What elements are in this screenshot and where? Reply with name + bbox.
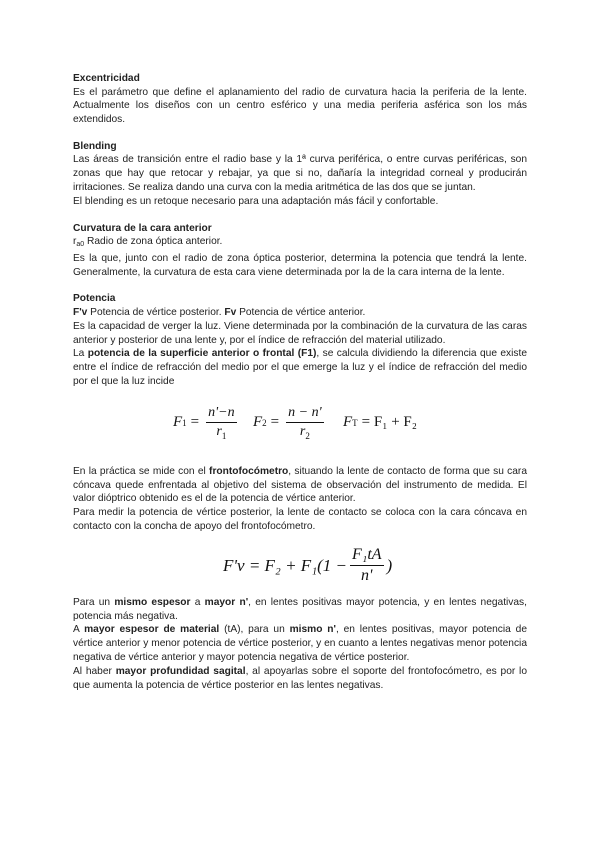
paragraph-blending-1: Las áreas de transición entre el radio base y la 1ª curva periférica, o entre curvas periféricas, son zonas que hay que retocar y rebajar, ya que si no, dañaría la integridad corneal y producirán irritaciones. Se realiza dando una curva con la media aritmética de las dos que se juntan. xyxy=(73,154,527,193)
fv-den: n' xyxy=(361,567,373,585)
fv-text: F'v = F₂ + F₁(1 − xyxy=(223,555,347,575)
fv-num: F₁tA xyxy=(350,546,384,566)
esp3-a: Al haber xyxy=(73,665,116,677)
formula-f1: F 1 = $\frac{n'-n}{r_1}$ xyxy=(173,404,235,441)
formula-ft xyxy=(343,393,421,453)
heading-blending: Blending xyxy=(73,140,117,152)
formula-row-1 xyxy=(73,393,527,455)
paragraph-practica-2: Para medir la potencia de vértice posterior, la lente de contacto se coloca con la cara cóncava en contacto con la concha de apoyo del frontofocómetro. xyxy=(73,507,527,532)
f2-sub: 2 xyxy=(262,417,267,428)
esp2-e: , en lentes positivas, mayor potencia de vértice anterior y menor potencia de vértice posterior, y en cuanto a lentes negativas menor potencia negativa de vértice anterior y mayor potencia negativa de vértice posterior. xyxy=(73,624,528,663)
f1-sub: 1 xyxy=(182,417,187,428)
ft-sub: T xyxy=(352,417,358,428)
paragraph-espesor-3 xyxy=(73,665,527,693)
esp3-b: mayor profundidad sagital xyxy=(115,665,246,677)
f1-fraction xyxy=(206,405,236,441)
esp2-b: mayor espesor de material xyxy=(84,624,220,636)
f1-den: r xyxy=(216,423,222,439)
ft-lhs: F xyxy=(343,414,353,431)
esp2-c: (tA), para un xyxy=(219,624,290,636)
paragraph-potencia-1: Es la capacidad de verger la luz. Viene determinada por la combinación de la curvatura de las caras anterior y posterior de una lente y, por el índice de refracción del material utilizado. xyxy=(73,320,527,346)
esp1-d: mayor n' xyxy=(204,596,249,608)
formula-row-2 xyxy=(73,540,527,592)
practica-pre: En la práctica se mide con el xyxy=(73,465,210,477)
label-fv-posterior: F'v xyxy=(73,306,88,318)
heading-curvatura: Curvatura de la cara anterior xyxy=(73,222,212,234)
potencia-2-post: , se calcula dividiendo la diferencia que existe entre el índice de refracción del medio por el que emerge la luz y el índice de refracción del medio por el que la luz incide xyxy=(73,348,527,387)
paragraph-espesor-2 xyxy=(73,623,527,664)
potencia-definitions xyxy=(73,306,527,320)
f2-num: n − n' xyxy=(286,405,323,423)
esp1-c: a xyxy=(190,596,205,608)
document-content xyxy=(73,72,527,692)
f1-lhs: F xyxy=(173,414,183,431)
practica-post: , situando la lente de contacto de forma que su cara cóncava quede enfrentada al objetivo del sistema de observación del instrumento de medida. El valor dióptrico obtenido es el de la potencia de vértice anterior. xyxy=(73,465,527,505)
esp1-e: , en lentes positivas mayor potencia, y en lentes negativas, potencia más negativa. xyxy=(73,596,527,622)
f2-den: r xyxy=(299,423,306,439)
formula-fv xyxy=(223,540,392,592)
label-fv-anterior: Fv xyxy=(224,306,237,318)
symbol-sub: a0 xyxy=(76,241,85,249)
f1-den-sub: 1 xyxy=(221,430,227,441)
paragraph-espesor-1 xyxy=(73,596,527,624)
f2-den-sub: 2 xyxy=(305,430,310,441)
symbol-desc: Radio de zona óptica anterior. xyxy=(84,236,223,248)
ft-rhs: = F₁ + F₂ xyxy=(361,414,417,431)
fv-close: ) xyxy=(386,555,393,575)
esp1-a: Para un xyxy=(73,596,115,608)
potencia-2-bold: potencia de la superficie anterior o frontal (F1) xyxy=(87,348,317,360)
esp2-a: A xyxy=(73,624,85,636)
heading-excentricidad: Excentricidad xyxy=(73,73,140,84)
curvatura-symbol-line xyxy=(73,235,527,252)
fv-fraction xyxy=(350,546,384,585)
potencia-2-pre: La xyxy=(73,348,88,360)
esp2-d: mismo n' xyxy=(289,624,336,636)
esp1-b: mismo espesor xyxy=(114,596,191,608)
symbol-r: r xyxy=(73,236,77,248)
formula-f2: F 2 = $\frac{n - n'}{r_2}$ xyxy=(253,404,322,441)
practica-bold: frontofocómetro xyxy=(209,465,289,477)
paragraph-practica-1 xyxy=(73,465,527,506)
heading-potencia: Potencia xyxy=(73,293,116,305)
f2-lhs: F xyxy=(253,414,263,431)
paragraph-curvatura: Es la que, junto con el radio de zona óptica posterior, determina la potencia que tendrá la lente. Generalmente, la curvatura de esta cara viene determinada por la de la cara interna de la lente. xyxy=(73,252,527,278)
paragraph-blending-2: El blending es un retoque necesario para una adaptación más fácil y confortable. xyxy=(73,195,439,207)
f1-num: n'−n xyxy=(206,405,236,423)
paragraph-potencia-2 xyxy=(73,347,527,388)
text-fv-anterior: Potencia de vértice anterior. xyxy=(236,306,366,318)
text-fv-posterior: Potencia de vértice posterior. xyxy=(87,306,225,318)
paragraph-excentricidad: Es el parámetro que define el aplanamiento del radio de curvatura hacia la periferia de la lente. Actualmente los diseños con un centro esférico y una media periferia asférica son los más extendidos. xyxy=(73,86,527,126)
f2-fraction xyxy=(286,405,323,441)
esp3-c: , al apoyarlas sobre el soporte del frontofocómetro, es por lo que aumenta la potencia de vértice posterior en las lentes negativas. xyxy=(73,665,527,691)
